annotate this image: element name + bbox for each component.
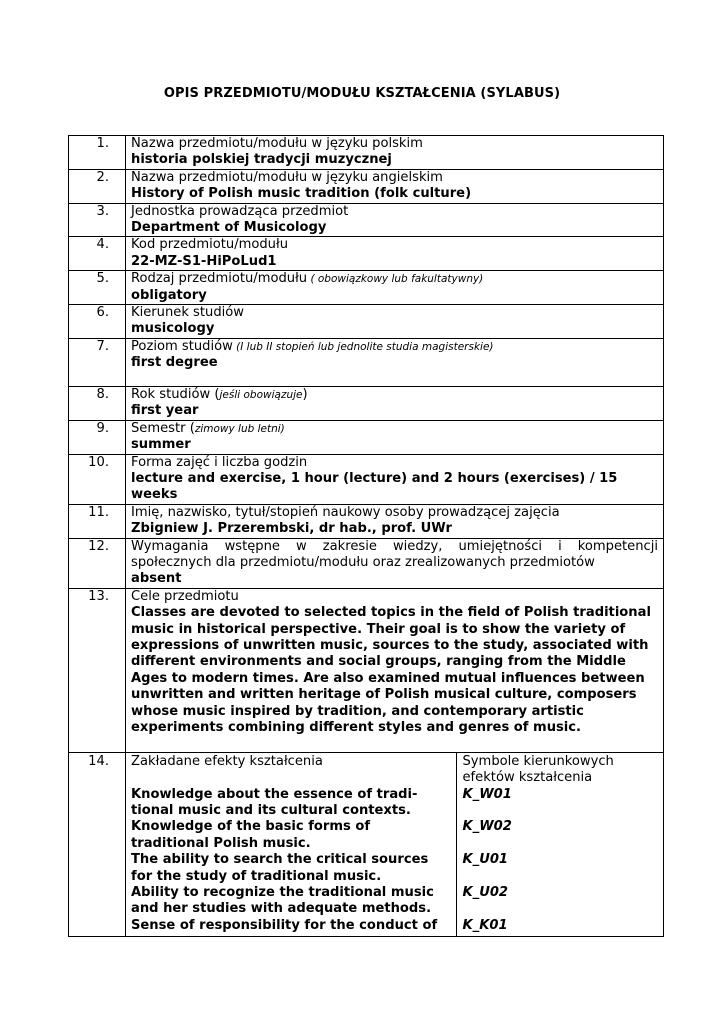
- row-label: Cele przedmiotu: [131, 588, 239, 604]
- row-label: Rodzaj przedmiotu/modułu ( obowiązkowy lub fakultatywny): [131, 271, 484, 287]
- row-content: [126, 271, 664, 305]
- row-hint: zimowy lub letni): [194, 422, 285, 435]
- outcome-text: Knowledge about the essence of tradi-tional music and its cultural contexts.: [131, 786, 418, 818]
- row-content: [126, 169, 664, 203]
- row-content: [126, 454, 664, 504]
- table-row: [69, 338, 664, 386]
- row-content: [126, 136, 664, 170]
- row-label: Forma zajęć i liczba godzin: [131, 454, 308, 470]
- row-number: 3.: [69, 203, 126, 237]
- table-row: [69, 752, 664, 936]
- table-row: [69, 504, 664, 538]
- row-number: 8.: [69, 386, 126, 420]
- row-value: 22-MZ-S1-HiPoLud1: [131, 253, 277, 269]
- row-value: History of Polish music tradition (folk culture): [131, 186, 472, 202]
- table-row: [69, 538, 664, 588]
- table-row: [69, 169, 664, 203]
- row-value: first year: [131, 403, 199, 419]
- table-row: [69, 203, 664, 237]
- row-content: [126, 386, 664, 420]
- outcome-text: Knowledge of the basic forms of traditional Polish music.: [131, 819, 371, 851]
- table-row: [69, 386, 664, 420]
- document-title: OPIS PRZEDMIOTU/MODUŁU KSZTAŁCENIA (SYLABUS): [163, 86, 561, 101]
- row-value: lecture and exercise, 1 hour (lecture) and 2 hours (exercises) / 15 weeks: [131, 470, 618, 503]
- row-content: [126, 305, 664, 339]
- outcomes-label: Zakładane efekty kształcenia: [131, 753, 323, 769]
- row-hint: ( obowiązkowy lub fakultatywny): [307, 273, 484, 286]
- row-value: obligatory: [131, 287, 207, 303]
- row-number: 12.: [69, 538, 126, 588]
- row-content: [126, 338, 664, 386]
- outcome-symbol: K_W02: [462, 819, 512, 835]
- outcome-symbol: K_U02: [462, 884, 509, 900]
- table-row: [69, 136, 664, 170]
- row-value: first degree: [131, 355, 218, 371]
- row-value: absent: [131, 571, 182, 587]
- course-goals-text: Classes are devoted to selected topics in the field of Polish traditional music in historical perspective. Their goal is to show the variety of expressions of unwritten music, sources to the study, associated with different environments and social groups, ranging from the Middle Ages to modern times. Are also examined mutual influences between unwritten and written heritage of Polish musical culture, composers whose music inspired by tradition, and contemporary artistic experiments combining different styles and genres of music.: [131, 605, 651, 735]
- row-number: 9.: [69, 420, 126, 454]
- outcomes-right: [456, 753, 663, 936]
- outcome-text: Ability to recognize the traditional music and her studies with adequate methods.: [131, 884, 434, 917]
- outcome-symbol: K_U01: [462, 852, 509, 868]
- row-label: Kod przedmiotu/modułu: [131, 237, 288, 253]
- row-value: Department of Musicology: [131, 220, 327, 236]
- table-row: [69, 454, 664, 504]
- row-number: 10.: [69, 454, 126, 504]
- row-label: Jednostka prowadząca przedmiot: [131, 203, 349, 219]
- row-content: [126, 504, 664, 538]
- table-row: [69, 420, 664, 454]
- outcome-text: The ability to search the critical sources for the study of traditional music.: [131, 852, 429, 884]
- outcomes-table: [126, 753, 663, 936]
- row-label: Imię, nazwisko, tytuł/stopień naukowy osoby prowadzącej zajęcia: [131, 504, 560, 520]
- row-number: 4.: [69, 237, 126, 271]
- row-number: 1.: [69, 136, 126, 170]
- row-number: 6.: [69, 305, 126, 339]
- row-number: 7.: [69, 338, 126, 386]
- row-label: Rok studiów (jeśli obowiązuje): [131, 386, 308, 402]
- row-label: Semestr (zimowy lub letni): [131, 420, 285, 436]
- row-hint: jeśli obowiązuje: [219, 388, 303, 401]
- row-value: Zbigniew J. Przerembski, dr hab., prof. UWr: [131, 521, 452, 537]
- table-row: [69, 237, 664, 271]
- row-number: 13.: [69, 588, 126, 752]
- row-label: Kierunek studiów: [131, 305, 244, 321]
- table-row: [69, 588, 664, 752]
- syllabus-table: [68, 135, 664, 937]
- row-label: Poziom studiów (I lub II stopień lub jednolite studia magisterskie): [131, 338, 494, 354]
- outcomes-left: [126, 753, 456, 936]
- symbols-header: Symbole kierunkowych efektów kształcenia: [462, 753, 614, 786]
- row-number: 11.: [69, 504, 126, 538]
- row-value: summer: [131, 437, 191, 453]
- outcomes-cell: [126, 752, 664, 936]
- row-content: [126, 588, 664, 752]
- row-content: [126, 420, 664, 454]
- row-label: Wymagania wstępne w zakresie wiedzy, umiejętności i kompetencji społecznych dla przedmiotu/modułu oraz zrealizowanych przedmiotów: [131, 538, 658, 570]
- row-number: 5.: [69, 271, 126, 305]
- row-number: 2.: [69, 169, 126, 203]
- row-content: [126, 237, 664, 271]
- row-number: 14.: [69, 752, 126, 936]
- row-hint: (I lub II stopień lub jednolite studia magisterskie): [232, 340, 494, 353]
- row-value: musicology: [131, 321, 215, 337]
- row-content: [126, 538, 664, 588]
- table-row: [69, 271, 664, 305]
- row-label: Nazwa przedmiotu/modułu w języku angielskim: [131, 169, 443, 185]
- table-row: [69, 305, 664, 339]
- outcome-text: Sense of responsibility for the conduct of: [131, 917, 438, 933]
- row-content: [126, 203, 664, 237]
- outcome-symbol: K_W01: [462, 786, 512, 802]
- outcome-symbol: K_K01: [462, 917, 508, 933]
- row-value: historia polskiej tradycji muzycznej: [131, 152, 392, 168]
- row-label: Nazwa przedmiotu/modułu w języku polskim: [131, 136, 423, 151]
